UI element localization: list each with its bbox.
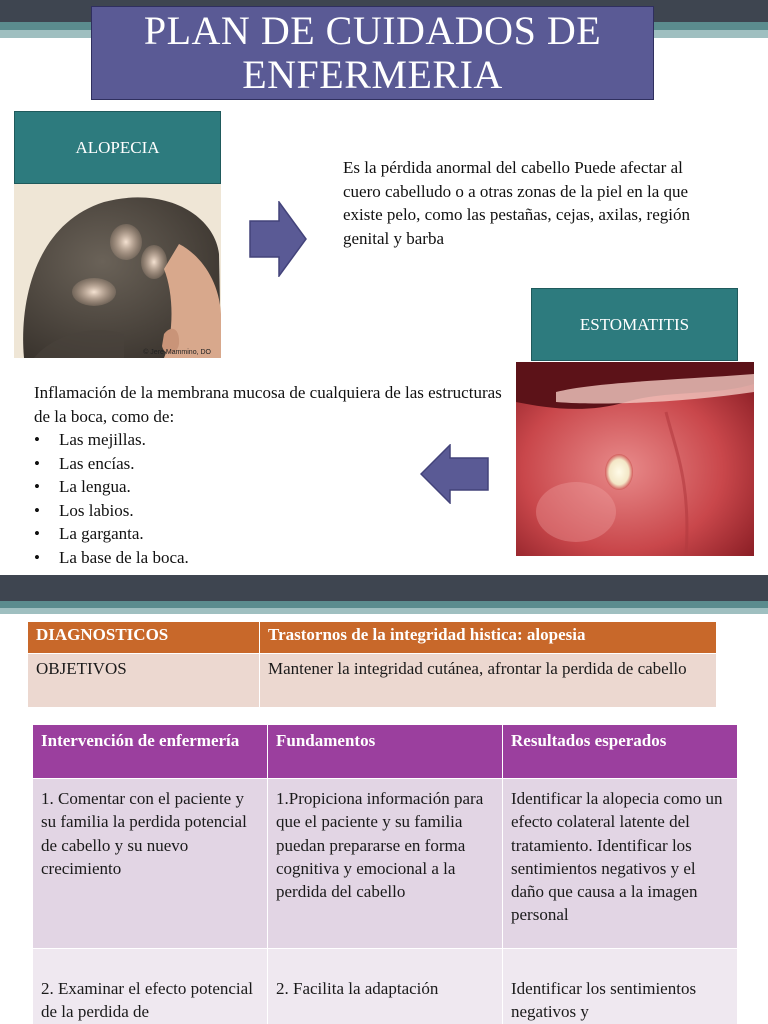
title-line-2: ENFERMERIA — [242, 52, 503, 97]
diagnostics-table — [27, 621, 717, 708]
table-cell: 2. Examinar el efecto potencial de la perdida de — [33, 949, 268, 1024]
table-row — [28, 622, 717, 654]
table-row — [33, 949, 738, 1024]
title-line-1: PLAN DE CUIDADOS DE — [143, 8, 602, 53]
table-row — [28, 654, 717, 708]
table-cell: 1. Comentar con el paciente y su familia la perdida potencial de cabello y su nuevo crecimiento — [33, 779, 268, 949]
column-header: Resultados esperados — [503, 725, 738, 779]
table-cell: Identificar la alopecia como un efecto colateral latente del tratamiento. Identificar los sentimientos negativos y el daño que causa a la imagen personal — [503, 779, 738, 949]
mouth-ulcer-illustration — [516, 362, 754, 556]
table-header-row — [33, 725, 738, 779]
alopecia-description: Es la pérdida anormal del cabello Puede afectar al cuero cabelludo o a otras zonas de la piel en la que existe pelo, como las pestañas, cejas, axilas, región genital y barba — [343, 158, 690, 248]
list-item: • La base de la boca. — [34, 546, 504, 570]
interventions-table — [32, 724, 738, 1024]
table-cell: 1.Propiciona información para que el paciente y su familia puedan prepararse en forma cognitiva y emocional a la perdida del cabello — [268, 779, 503, 949]
list-item: • Los labios. — [34, 499, 504, 523]
arrow-right-icon — [249, 201, 307, 277]
list-item: • Las encías. — [34, 452, 504, 476]
alopecia-head-illustration — [14, 184, 221, 358]
list-item: • Las mejillas. — [34, 428, 504, 452]
table-cell: 2. Facilita la adaptación — [268, 949, 503, 1024]
estomatitis-photo — [516, 362, 754, 556]
column-header: Fundamentos — [268, 725, 503, 779]
table-cell: Mantener la integridad cutánea, afrontar la perdida de cabello — [260, 654, 717, 708]
middle-decor-band — [0, 575, 768, 615]
alopecia-label: ALOPECIA — [14, 111, 221, 184]
estomatitis-intro: Inflamación de la membrana mucosa de cualquiera de las estructuras de la boca, como de: — [34, 383, 502, 426]
column-header: Intervención de enfermería — [33, 725, 268, 779]
table-cell: OBJETIVOS — [28, 654, 260, 708]
estomatitis-description — [34, 381, 504, 569]
page-title — [91, 6, 654, 100]
list-item: • La garganta. — [34, 522, 504, 546]
estomatitis-label: ESTOMATITIS — [531, 288, 738, 361]
photo-credit: © Jere Mammino, DO — [143, 349, 211, 356]
table-cell: Trastornos de la integridad histica: alopesia — [260, 622, 717, 654]
list-item: • La lengua. — [34, 475, 504, 499]
estomatitis-list — [34, 428, 504, 569]
table-row — [33, 779, 738, 949]
alopecia-photo — [14, 184, 221, 358]
table-cell: Identificar los sentimientos negativos y — [503, 949, 738, 1024]
table-cell: DIAGNOSTICOS — [28, 622, 260, 654]
